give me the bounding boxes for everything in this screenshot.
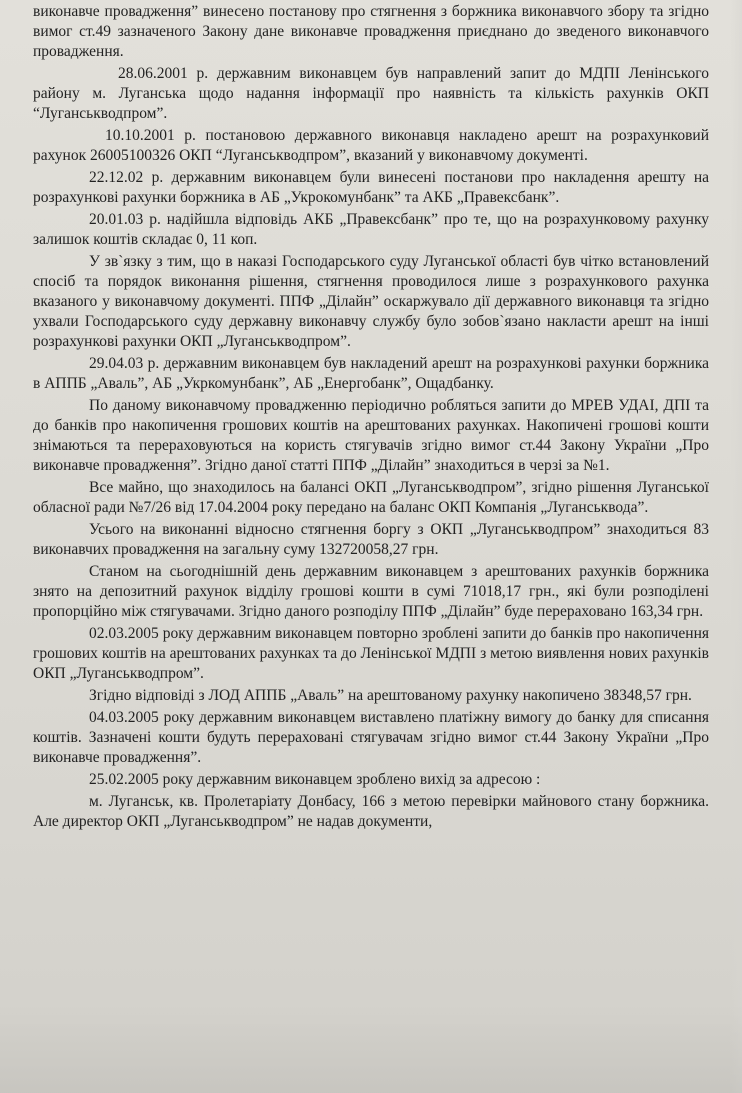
paragraph-2: 28.06.2001 р. державним виконавцем був направлений запит до МДПІ Ленінського району м. Луганська щодо надання інформації про наявність та кількість рахунків ОКП “Луганськводпром”. <box>33 65 709 122</box>
paragraph-10: Усього на виконанні відносно стягнення боргу з ОКП „Луганськводпром” знаходиться 83 виконавчих провадження на загальну суму 132720058,27 грн. <box>33 521 709 558</box>
paragraph-4: 22.12.02 р. державним виконавцем були винесені постанови про накладення арешту на розрахункові рахунки боржника в АБ „Укрокомунбанк” та АКБ „Правексбанк”. <box>33 169 709 206</box>
paragraph-6: У зв`язку з тим, що в наказі Господарського суду Луганської області був чітко встановлений спосіб та порядок виконання рішення, стягнення проводилося лише з розрахункового рахунка вказаного у виконавчому документі. ППФ „Ділайн” оскаржувало дії державного виконавця та згідно ухвали Господарського суду державну виконавчу службу було зобов`язано накласти арешт на інші розрахункові рахунки ОКП „Луганськводпром”. <box>33 253 709 350</box>
paragraph-16: м. Луганськ, кв. Пролетаріату Донбасу, 166 з метою перевірки майнового стану боржника. Але директор ОКП „Луганськводпром” не надав документи, <box>33 793 709 830</box>
paragraph-8: По даному виконавчому провадженню періодично робляться запити до МРЕВ УДАІ, ДПІ та до банків про накопичення грошових коштів на арештованих рахунках. Накопичені грошові кошти знімаються та перераховуються на користь стягувачів згідно вимог ст.44 Закону України „Про виконавче провадження”. Згідно даної статті ППФ „Ділайн” знаходиться в черзі за №1. <box>33 397 709 474</box>
paragraph-7: 29.04.03 р. державним виконавцем був накладений арешт на розрахункові рахунки боржника в АППБ „Аваль”, АБ „Укркомунбанк”, АБ „Енергобанк”, Ощадбанку. <box>33 355 709 392</box>
paragraph-15: 25.02.2005 року державним виконавцем зроблено вихід за адресою : <box>89 771 541 788</box>
paragraph-1: виконавче провадження” винесено постанову про стягнення з боржника виконавчого збору та згідно вимог ст.49 зазначеного Закону дане виконавче провадження приєднано до зведеного виконавчого провадження. <box>33 3 709 60</box>
paragraph-3: 10.10.2001 р. постановою державного виконавця накладено арешт на розрахунковий рахунок 26005100326 ОКП “Луганськводпром”, вказаний у виконавчому документі. <box>33 127 709 164</box>
document-body <box>33 2 709 834</box>
paragraph-5: 20.01.03 р. надійшла відповідь АКБ „Правексбанк” про те, що на розрахунковому рахунку залишок коштів складає 0, 11 коп. <box>33 211 709 248</box>
paragraph-12: 02.03.2005 року державним виконавцем повторно зроблені запити до банків про накопичення грошових коштів на арештованих рахунках та до Ленінської МДПІ з метою виявлення нових рахунків ОКП „Луганськводпром”. <box>33 625 709 682</box>
paragraph-9: Все майно, що знаходилось на балансі ОКП „Луганськводпром”, згідно рішення Луганської обласної ради №7/26 від 17.04.2004 року передано на баланс ОКП Компанія „Луганськвода”. <box>33 479 709 516</box>
paragraph-14: 04.03.2005 року державним виконавцем виставлено платіжну вимогу до банку для списання коштів. Зазначені кошти будуть перераховані стягувачам згідно вимог ст.44 Закону України „Про виконавче провадження”. <box>33 709 709 766</box>
page-bottom-shadow <box>0 1003 742 1093</box>
page-edge-shadow <box>730 0 742 1093</box>
paragraph-11: Станом на сьогоднішній день державним виконавцем з арештованих рахунків боржника знято на депозитний рахунок відділу грошові кошти в сумі 71018,17 грн., які були розподілені пропорційно між стягувачами. Згідно даного розподілу ППФ „Ділайн” буде перераховано 163,34 грн. <box>33 563 709 620</box>
paragraph-13: Згідно відповіді з ЛОД АППБ „Аваль” на арештованому рахунку накопичено 38348,57 грн. <box>89 687 692 704</box>
